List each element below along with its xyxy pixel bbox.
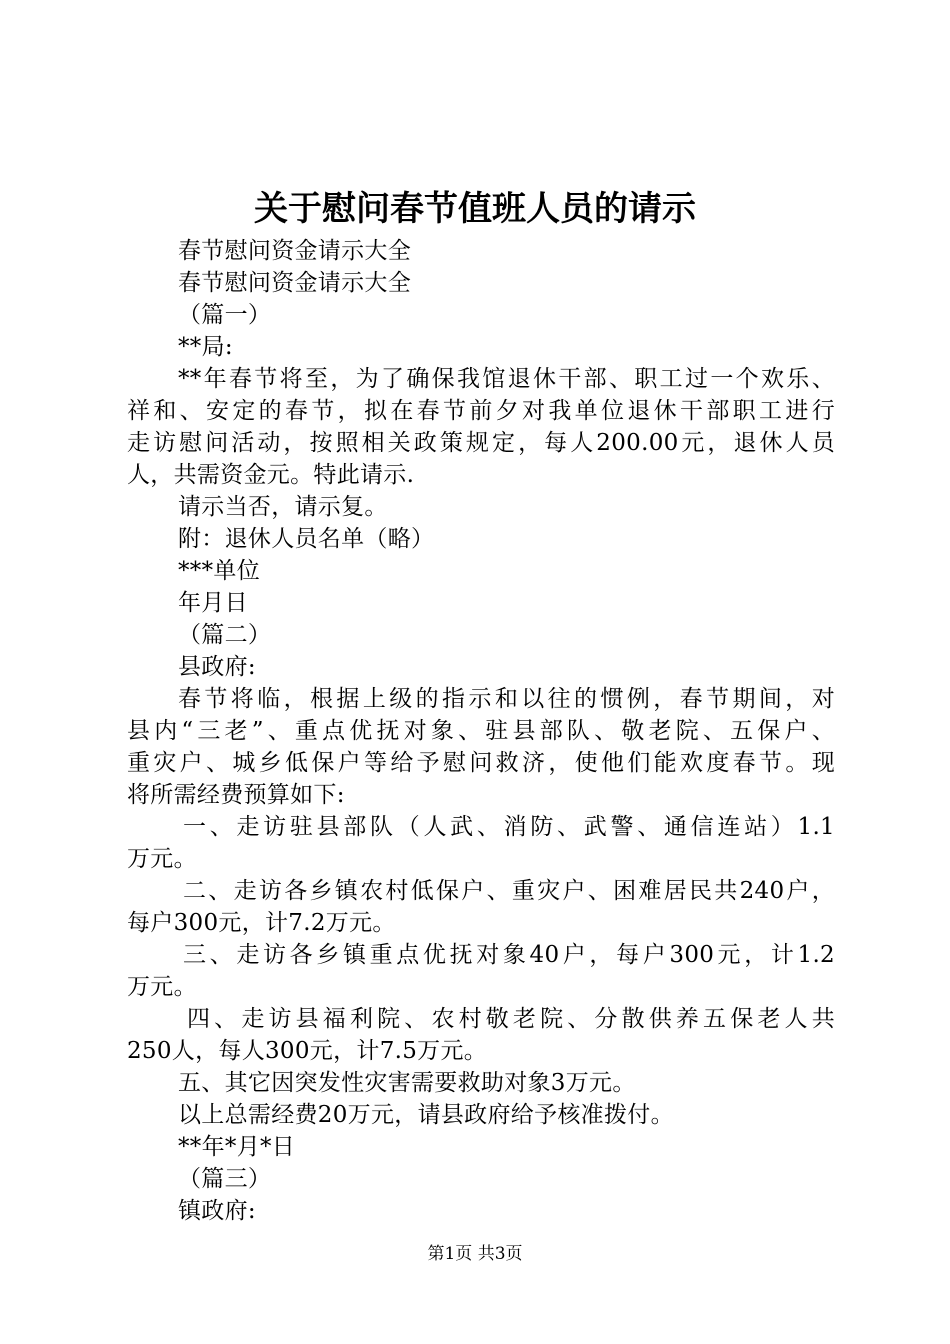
budget-item-line: 二、走访各乡镇农村低保户、重灾户、困难居民共240户，: [183, 878, 835, 904]
signature-date: **年*月*日: [178, 1134, 296, 1160]
budget-item-line: 一、走访驻县部队（人武、消防、武警、通信连站）1.1: [183, 814, 835, 840]
budget-item-line: 250人，每人300元，计7.5万元。: [127, 1038, 488, 1064]
paragraph-line: 将所需经费预算如下:: [127, 782, 345, 808]
budget-item-line: 万元。: [127, 974, 197, 1000]
paragraph-line: 重灾户、城乡低保户等给予慰问救济，使他们能欢度春节。现: [127, 750, 835, 776]
addressee: **局:: [178, 334, 233, 360]
document-title: 关于慰问春节值班人员的请示: [254, 189, 696, 229]
budget-item-line: 万元。: [127, 846, 197, 872]
text-line: 请示当否，请示复。: [178, 494, 388, 520]
budget-item-line: 五、其它因突发性灾害需要救助对象3万元。: [178, 1070, 636, 1096]
paragraph-line: 以上总需经费20万元，请县政府给予核准拨付。: [178, 1102, 674, 1128]
paragraph-line: **年春节将至，为了确保我馆退休干部、职工过一个欢乐、: [178, 366, 835, 392]
paragraph-line: 县内“三老”、重点优抚对象、驻县部队、敬老院、五保户、: [127, 718, 835, 744]
page-number-footer: 第1页 共3页: [427, 1244, 523, 1264]
budget-item-line: 四、走访县福利院、农村敬老院、分散供养五保老人共: [187, 1006, 835, 1032]
signature-date: 年月日: [178, 590, 248, 616]
section-heading: （篇三）: [178, 1166, 272, 1192]
attachment-note: 附：退休人员名单（略）: [178, 526, 435, 552]
signature-unit: ***单位: [178, 558, 260, 584]
budget-item-line: 每户300元，计7.2万元。: [127, 910, 396, 936]
paragraph-line: 走访慰问活动，按照相关政策规定，每人200.00元，退休人员: [127, 430, 835, 456]
paragraph-line: 祥和、安定的春节，拟在春节前夕对我单位退休干部职工进行: [127, 398, 835, 424]
section-heading: （篇二）: [178, 622, 272, 648]
budget-item-line: 三、走访各乡镇重点优抚对象40户，每户300元，计1.2: [183, 942, 835, 968]
text-line: 春节慰问资金请示大全: [178, 238, 411, 264]
addressee: 镇政府:: [178, 1198, 256, 1224]
text-line: 春节慰问资金请示大全: [178, 270, 411, 296]
document-body: [127, 235, 835, 1227]
paragraph-line: 春节将临，根据上级的指示和以往的惯例，春节期间，对: [178, 686, 835, 712]
addressee: 县政府:: [178, 654, 256, 680]
paragraph-line: 人，共需资金元。特此请示.: [127, 462, 415, 488]
section-heading: （篇一）: [178, 302, 272, 328]
